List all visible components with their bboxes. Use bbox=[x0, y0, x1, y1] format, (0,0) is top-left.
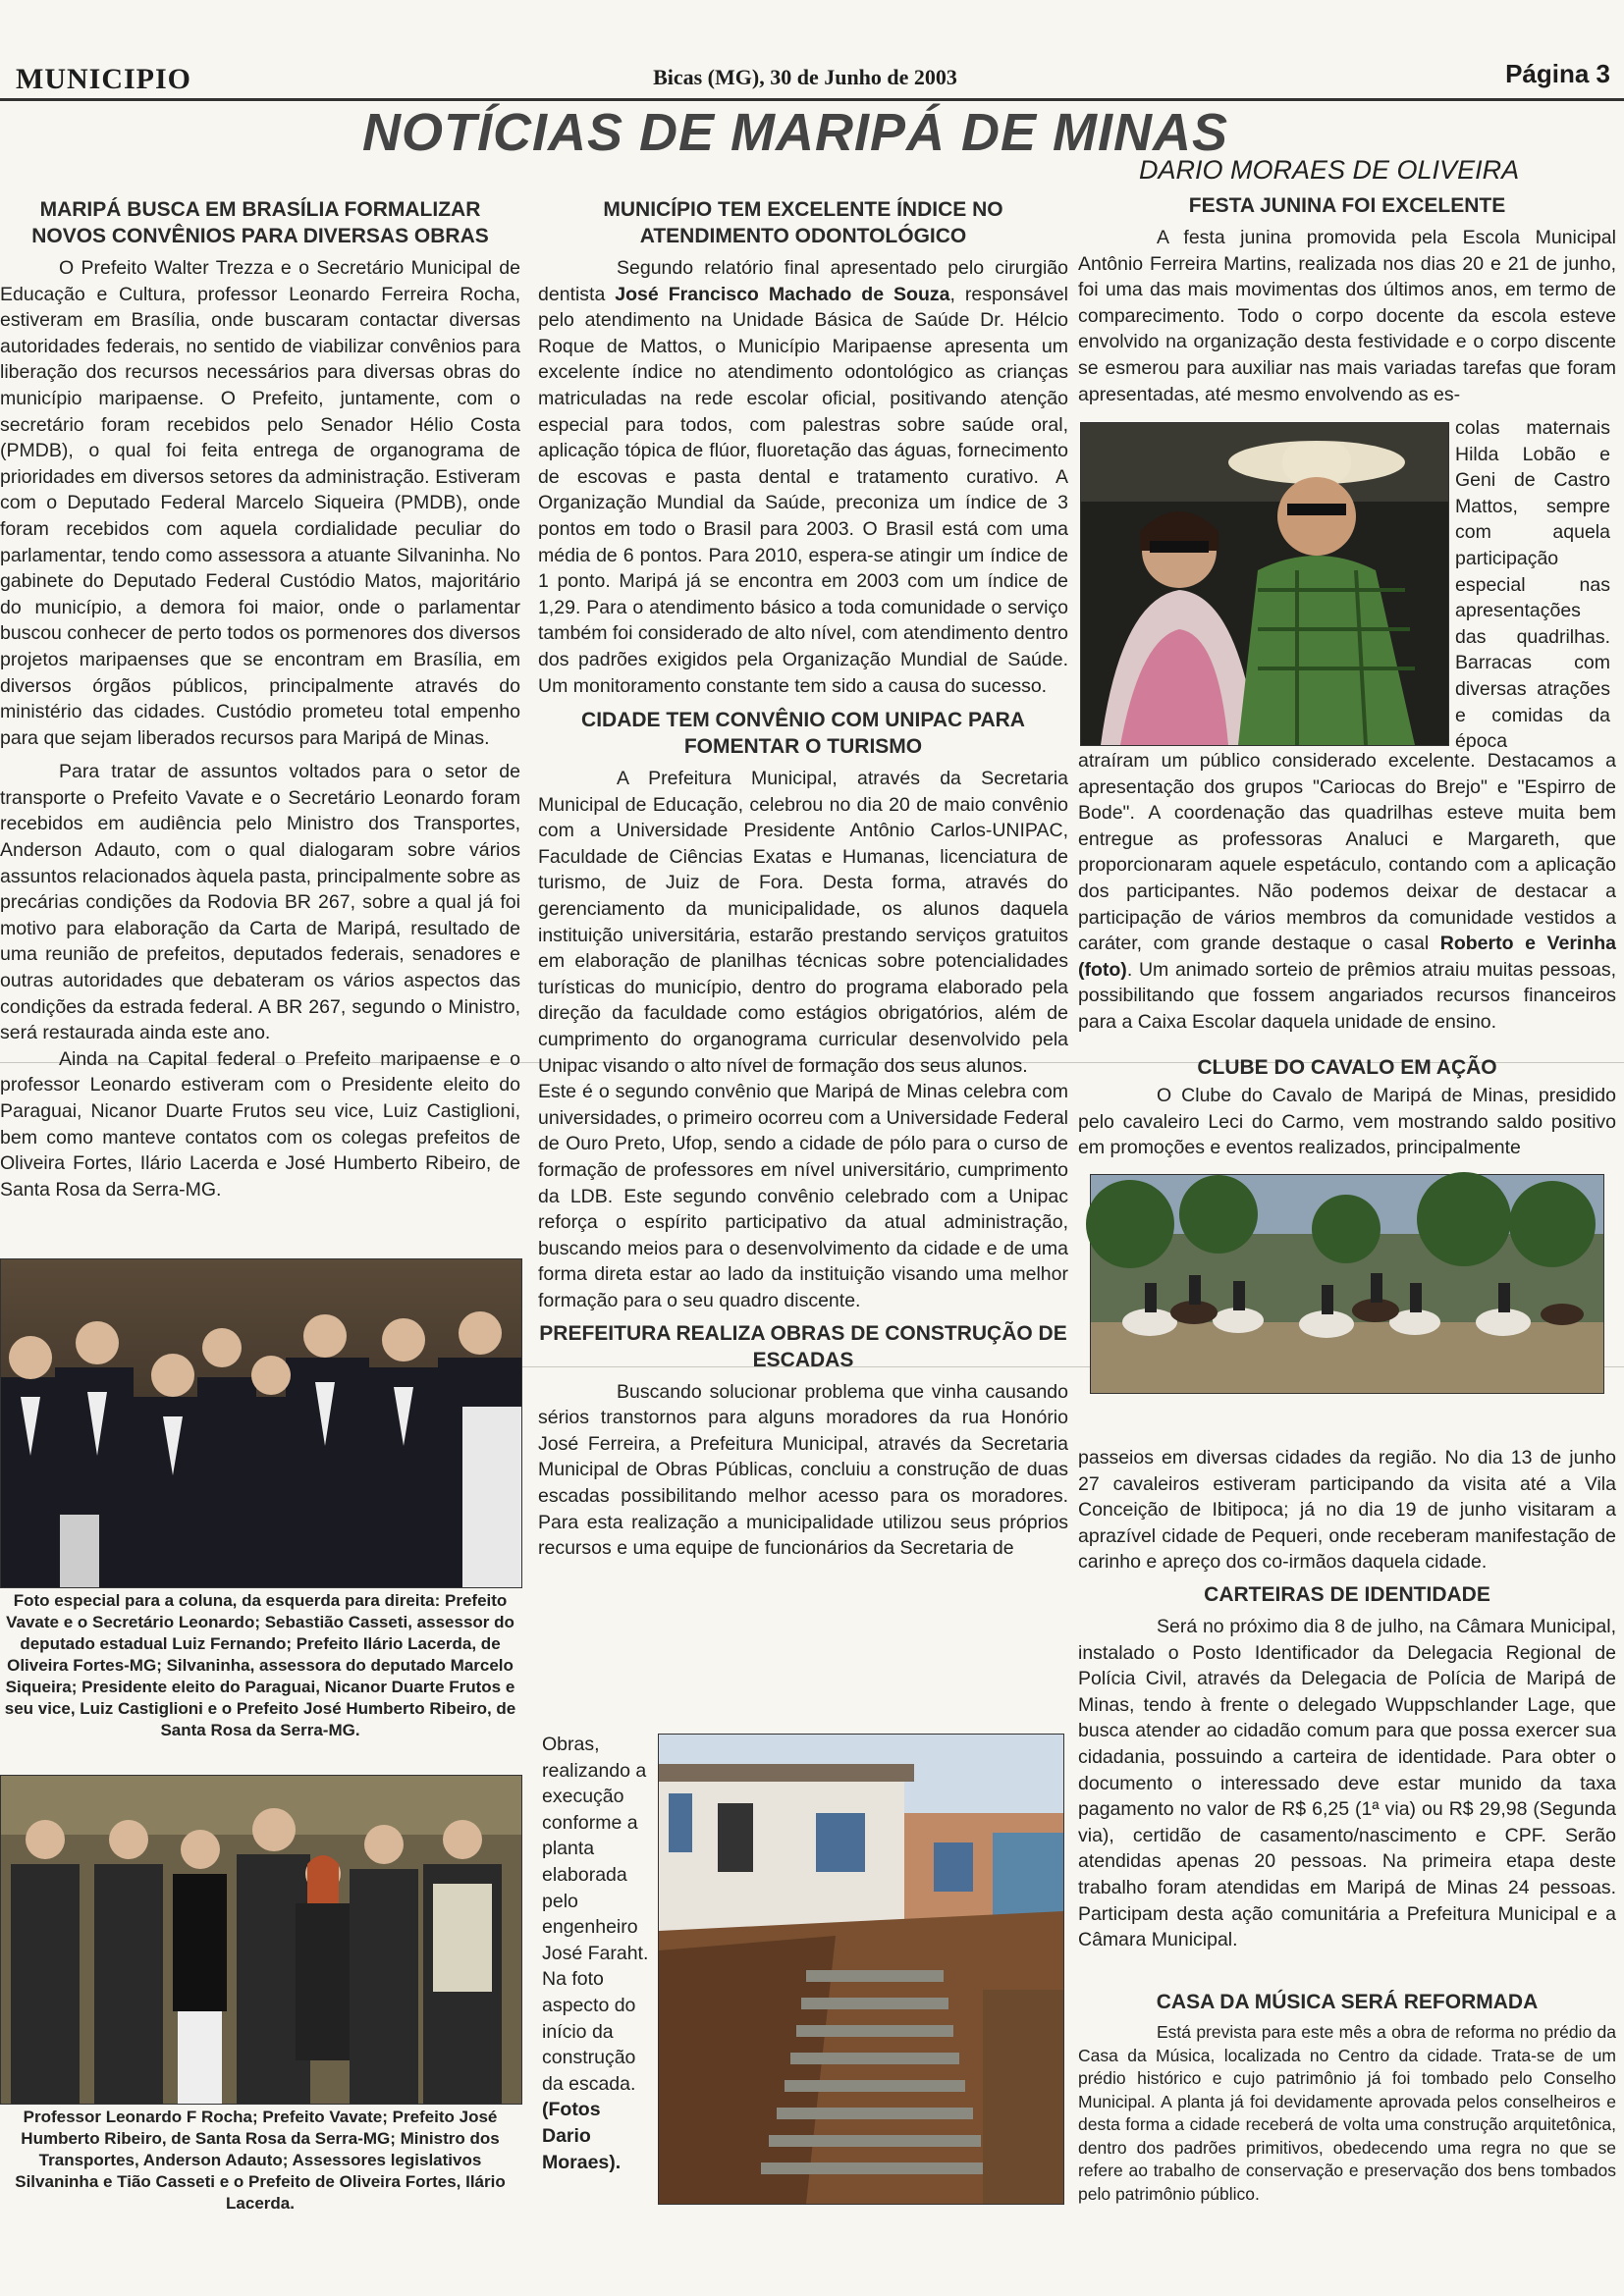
article-odontologico bbox=[538, 196, 1069, 1560]
paragraph: Está prevista para este mês a obra de reforma no prédio da Casa da Música, localizada no Centro da cidade. Trata-se de um prédio histórico e cujo patrimônio já foi tombado pelo Conselho Municipal. A planta já foi devidamente aprovada pelos conselheiros e desta forma a cidade receberá de volta uma construção arquitetônica, dentro dos padrões primitivos, obedecendo uma regra no que se refere ao trabalho de conservação e preservação dos bens tombados pelo patrimônio público. bbox=[1078, 2022, 1616, 2204]
photo-caption: Professor Leonardo F Rocha; Prefeito Vavate; Prefeito José Humberto Ribeiro, de Santa Rosa da Serra-MG; Ministro dos Transportes, Anderson Adauto; Assessores legislativos Silvaninha e Tião Casseti e o Prefeito de Oliveira Fortes, Ilário Lacerda. bbox=[15, 2108, 506, 2213]
page-number: Página 3 bbox=[1505, 59, 1610, 88]
dentist-name: José Francisco Machado de Souza bbox=[615, 283, 950, 305]
wrap-paragraph: colas maternais Hilda Lobão e Geni de Castro Mattos, sempre com aquela participação especial nas apresentações das quadrilhas. Barracas com diversas atrações e comidas da época bbox=[1455, 417, 1610, 753]
paragraph: Este é o segundo convênio que Maripá de Minas celebra com universidades, o primeiro ocorreu com a Universidade Federal de Ouro Preto, Ufop, sendo a cidade de pólo para o curso de formação de professores em nível universitário, cumprimento da LDB. Este segundo convênio celebrado com a Unipac reforça o espírito participativo da atual administração, buscando meios para o desenvolvimento da cidade e de uma forma direta estar ao lado da instituição visando uma melhor formação para o seu quadro discente. bbox=[538, 1081, 1068, 1311]
headline: FESTA JUNINA FOI EXCELENTE bbox=[1188, 194, 1506, 217]
article-clube-carteiras bbox=[1078, 1445, 1616, 1975]
paragraph bbox=[1078, 748, 1616, 1036]
body-text: . Um animado sorteio de prêmios atraiu muitas pessoas, possibilitando que fossem angariados recursos financeiros para a Caixa Escolar daquela unidade de ensino. bbox=[1078, 958, 1616, 1033]
body-text: atraíram um público considerado excelente. Destacamos a apresentação dos grupos "Cariocas do Brejo" e "Espirro de Bode". A coordenação das quadrilhas esteve muita bem entregue as professoras Analuci e Margareth, que proporcionaram aquele espetáculo, contando com a aplicação dos participantes. Não podemos deixar de destacar a participação de vários membros da comunidade vestidos a caráter, com grande destaque o casal bbox=[1078, 750, 1616, 955]
paragraph: Ainda na Capital federal o Prefeito maripaense e o professor Leonardo estiveram com o Presidente eleito do Paraguai, Nicanor Duarte Frutos seu vice, Luiz Castiglioni, bem como manteve contatos com os colegas prefeitos de Oliveira Fortes, Ilário Lacerda e José Humberto Ribeiro, de Santa Rosa da Serra-MG. bbox=[0, 1047, 520, 1201]
headline: CASA DA MÚSICA SERÁ REFORMADA bbox=[1156, 1991, 1539, 2013]
headline: CARTEIRAS DE IDENTIDADE bbox=[1204, 1582, 1490, 1606]
headline: MARIPÁ BUSCA EM BRASÍLIA FORMALIZAR NOVOS CONVÊNIOS PARA DIVERSAS OBRAS bbox=[31, 198, 489, 247]
couple-festa-photo bbox=[1080, 422, 1449, 746]
article-festa-junina-continued bbox=[1078, 748, 1616, 1060]
headline: PREFEITURA REALIZA OBRAS DE CONSTRUÇÃO DE ESCADAS bbox=[539, 1321, 1067, 1371]
wrap-paragraph bbox=[542, 1732, 652, 2175]
paragraph: A Prefeitura Municipal, através da Secretaria Municipal de Educação, celebrou no dia 20 de maio convênio com a Universidade Presidente Antônio Carlos-UNIPAC, Faculdade de Ciências Exatas e Humanas, licenciatura de turismo, de Juiz de Fora. Desta forma, através do gerenciamento da municipalidade, os alunos daquela instituição universitária, estarão prestando serviços gratuitos em elaboração de planilhas técnicas sobre potencialidades turísticas do município, dentro do programa elaborado pela direção da faculdade como estágios obrigatórios, além de cumprimento do organograma curricular desenvolvido pela Unipac visando o alto nível de formação dos seus alunos. bbox=[538, 768, 1068, 1077]
header-rule bbox=[0, 98, 1624, 101]
paragraph: passeios em diversas cidades da região. No dia 13 de junho 27 cavaleiros estiveram participando da visita até a Vila Conceição de Ibitipoca; já no dia 19 de junho visitaram a aprazível cidade de Pequeri, onde receberam manifestação de carinho e apreço dos co-irmãos daquela cidade. bbox=[1078, 1447, 1616, 1574]
lead-text: Segundo relatório final apresentado pelo cirurgião dentista bbox=[538, 257, 1068, 305]
paragraph bbox=[538, 255, 1068, 699]
article-festa-junina bbox=[1078, 192, 1616, 405]
byline: DARIO MORAES DE OLIVEIRA bbox=[1139, 155, 1520, 185]
paragraph: A festa junina promovida pela Escola Municipal Antônio Ferreira Martins, realizada nos dias 20 e 21 de junho, foi uma das mais movimentas dos últimos anos, em termo de comparecimento. Todo o corpo docente da escola esteve envolvido na organização desta festividade e o corpo discente se esmerou para auxiliar nas mais variadas tarefas que foram apresentadas, até mesmo envolvendo as es- bbox=[1078, 227, 1616, 405]
group-photo-minister bbox=[0, 1775, 522, 2105]
horse-riders-photo bbox=[1090, 1174, 1604, 1394]
headline: MUNICÍPIO TEM EXCELENTE ÍNDICE NO ATENDIMENTO ODONTOLÓGICO bbox=[603, 198, 1003, 247]
paragraph: Para tratar de assuntos voltados para o setor de transporte o Prefeito Vavate e o Secretário Leonardo foram recebidos em audiência pelo Ministro dos Transportes, Anderson Adauto, com o qual dialogaram sobre vários assuntos relacionados àquela pasta, principalmente sobre as precárias condições da Rodovia BR 267, sobre a qual já foi motivo para elaboração da Carta de Maripá, resultado de uma reunião de prefeitos, deputados federais, senadores e outras autoridades que debateram os vários aspectos das condições da estrada federal. A BR 267, segundo o Ministro, será restaurada ainda este ano. bbox=[0, 761, 520, 1044]
dateline: Bicas (MG), 30 de Junho de 2003 bbox=[653, 65, 957, 89]
headline: CIDADE TEM CONVÊNIO COM UNIPAC PARA FOMENTAR O TURISMO bbox=[581, 709, 1025, 759]
article-clube-cavalo bbox=[1078, 1054, 1616, 1172]
stairs-construction-photo bbox=[658, 1734, 1064, 2205]
paragraph: Buscando solucionar problema que vinha causando sérios transtornos para alguns moradores da rua Honório José Ferreira, a Prefeitura Municipal, através da Secretaria Municipal de Obras Públicas, concluiu a construção de duas escadas possibilitando melhor acesso para os moradores. Para esta realização a municipalidade utilizou seus próprios recursos e uma equipe de funcionários da Secretaria de bbox=[538, 1380, 1068, 1560]
paragraph: O Clube do Cavalo de Maripá de Minas, presidido pelo cavaleiro Leci do Carmo, vem mostrando saldo positivo em promoções e eventos realizados, principalmente bbox=[1078, 1085, 1616, 1159]
wrap-text: Obras, realizando a execução conforme a planta elaborada pelo engenheiro José Faraht. Na foto aspecto do início da construção da escada. bbox=[542, 1734, 649, 2095]
highlight-names: Roberto e Verinha (foto) bbox=[1078, 933, 1616, 981]
headline: CLUBE DO CAVALO EM AÇÃO bbox=[1197, 1056, 1497, 1079]
article-brasilia bbox=[0, 196, 520, 1256]
masthead-title: NOTÍCIAS DE MARIPÁ DE MINAS bbox=[361, 103, 1229, 162]
photo-caption: Foto especial para a coluna, da esquerda para direita: Prefeito Vavate e o Secretário Leonardo; Sebastião Casseti, assessor do deputado estadual Luiz Fernando; Prefeito Ilário Lacerda, de Oliveira Fortes-MG; Silvaninha, assessora do deputado Marcelo Siqueira; Presidente eleito do Paraguai, Nicanor Duarte Frutos e seu vice, Luiz Castiglioni e o Prefeito José Humberto Ribeiro, de Santa Rosa da Serra-MG. bbox=[4, 1591, 516, 1739]
photo-credit: (Fotos Dario Moraes). bbox=[542, 2099, 622, 2173]
paragraph: Será no próximo dia 8 de julho, na Câmara Municipal, instalado o Posto Identificador da Delegacia Regional de Polícia Civil, através da Delegacia de Polícia de Maripá de Minas, tendo à frente o delegado Wuppschlander Lage, que busca atender ao cidadão comum para que possa exercer sua cidadania, possuindo a carteira de identidade. Para obter o documento o interessado deve estar munido da taxa pagamento no valor de R$ 6,25 (1ª via) ou R$ 29,98 (Segunda via), certidão de casamento/nascimento e CPF. Serão atendidas apenas 20 pessoas. Na primeira etapa deste trabalho foram atendidas em Maripá de Minas 24 pessoas. Participam desta ação comunitária a Prefeitura Municipal e a Câmara Municipal. bbox=[1078, 1615, 1616, 1951]
article-casa-musica bbox=[1078, 1989, 1616, 2244]
group-photo-paraguay bbox=[0, 1258, 522, 1588]
section-label: MUNICIPIO bbox=[16, 63, 191, 95]
paragraph: O Prefeito Walter Trezza e o Secretário Municipal de Educação e Cultura, professor Leonardo Ferreira Rocha, estiveram em Brasília, onde buscaram contactar diversas autoridades federais, no sentido de viabilizar convênios para liberação dos recursos necessários para diversas obras do município maripaense. O Prefeito, juntamente, com o secretário foram recebidos pelo Senador Hélio Costa (PMDB), o qual foi feita entrega de organograma de prioridades em diversos setores da administração. Estiveram com o Deputado Federal Marcelo Siqueira (PMDB), onde foram recebidos com aquela cordialidade peculiar do parlamentar, tendo como assessora a atuante Silvaninha. No gabinete do Deputado Federal Custódio Matos, majoritário do município, a demora foi maior, onde o parlamentar buscou conhecer de perto todos os pormenores dos diversos projetos maripaenses que se encontram em Brasília, em diversos órgãos públicos, principalmente através do ministério das cidades. Custódio prometeu total empenho para que sejam liberados recursos para Maripá de Minas. bbox=[0, 257, 520, 749]
body-text: , responsável pelo atendimento na Unidade Básica de Saúde Dr. Hélcio Roque de Mattos, o Município Maripaense apresenta um excelente índice no atendimento odontológico as crianças matriculadas na rede escolar oficial, positivando atenção especial para todos, com palestras sobre saúde oral, aplicação tópica de flúor, fluoretação das águas, fornecimento de escovas e pasta dental e tratamento curativo. A Organização Mundial da Saúde, preconiza um índice de 3 pontos em todo o Brasil para 2003. O Brasil está com uma média de 6 pontos. Para 2010, espera-se atingir um índice de 1 ponto. Maripá já se encontra em 2003 com um índice de 1,29. Para o atendimento básico a toda comunidade o serviço também foi considerado de alto nível, com atendimento dentro dos padrões exigidos pela Organização Mundial de Saúde. Um monitoramento constante tem sido a causa do sucesso. bbox=[538, 283, 1069, 697]
